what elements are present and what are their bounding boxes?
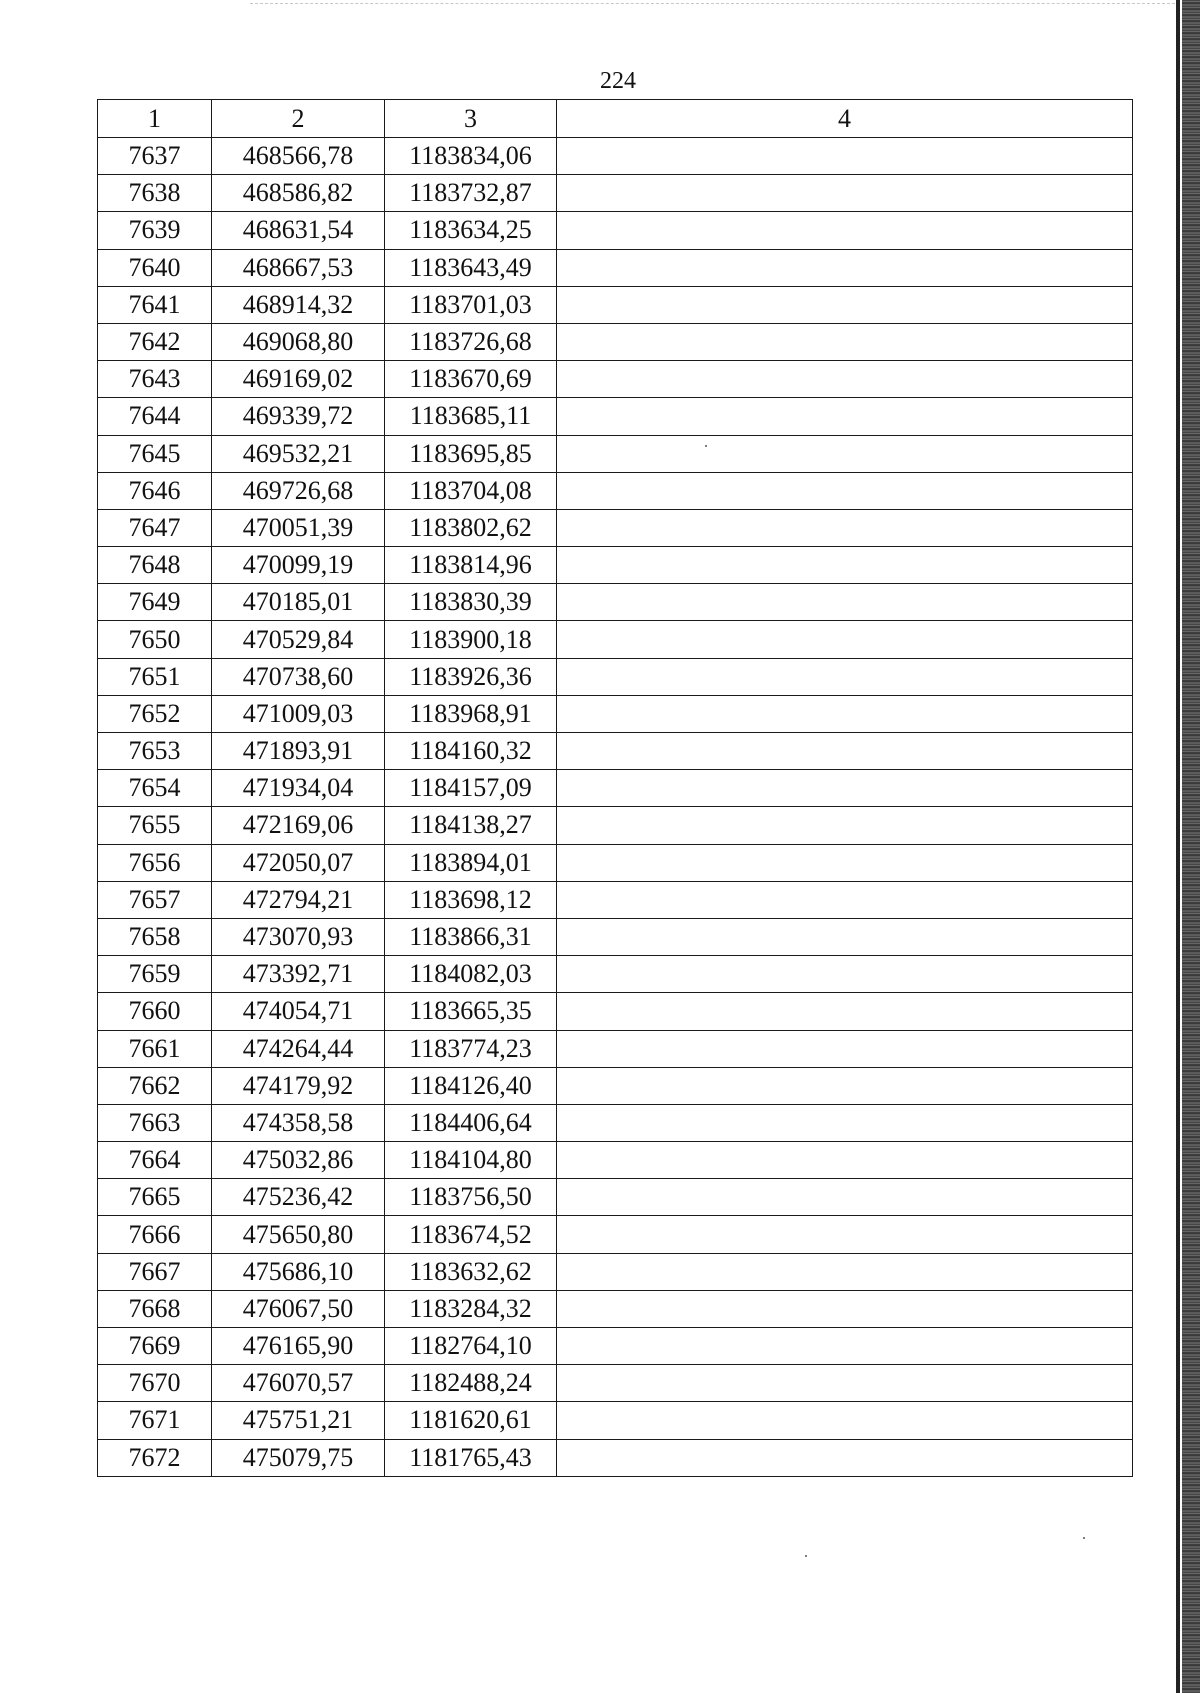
table-cell-col-2: 470529,84 [212,621,385,658]
table-row [98,472,1133,509]
table-cell-col-2: 472169,06 [212,807,385,844]
table-cell-col-2: 470738,60 [212,658,385,695]
table-cell-col-3: 1184104,80 [385,1142,557,1179]
table-cell-col-2: 468566,78 [212,138,385,175]
table-cell-col-1: 7655 [98,807,212,844]
table-row [98,1104,1133,1141]
table-cell-col-2: 468914,32 [212,286,385,323]
table-cell-col-4 [557,435,1133,472]
table-cell-col-2: 474054,71 [212,993,385,1030]
table-row [98,286,1133,323]
table-cell-col-3: 1183704,08 [385,472,557,509]
table-cell-col-4 [557,956,1133,993]
table-cell-col-1: 7666 [98,1216,212,1253]
table-row [98,138,1133,175]
table-cell-col-2: 470099,19 [212,547,385,584]
table-cell-col-4 [557,1067,1133,1104]
table-cell-col-3: 1183968,91 [385,695,557,732]
table-cell-col-4 [557,993,1133,1030]
table-body [98,138,1133,1477]
table-cell-col-1: 7642 [98,323,212,360]
table-row [98,1439,1133,1476]
table-cell-col-1: 7664 [98,1142,212,1179]
table-row [98,881,1133,918]
table-row [98,1253,1133,1290]
table-cell-col-4 [557,695,1133,732]
table-row [98,1179,1133,1216]
table-cell-col-2: 472794,21 [212,881,385,918]
column-header-3: 3 [385,100,557,138]
table-cell-col-4 [557,175,1133,212]
table-cell-col-3: 1183830,39 [385,584,557,621]
table-header-row [98,100,1133,138]
table-cell-col-4 [557,212,1133,249]
table-cell-col-3: 1184160,32 [385,733,557,770]
table-cell-col-4 [557,733,1133,770]
table-row [98,1402,1133,1439]
table-cell-col-1: 7647 [98,509,212,546]
table-cell-col-3: 1183894,01 [385,844,557,881]
table-cell-col-3: 1183674,52 [385,1216,557,1253]
table-cell-col-3: 1183900,18 [385,621,557,658]
table-row [98,584,1133,621]
table-cell-col-3: 1184126,40 [385,1067,557,1104]
table-cell-col-3: 1181765,43 [385,1439,557,1476]
table-cell-col-2: 469068,80 [212,323,385,360]
table-cell-col-3: 1184082,03 [385,956,557,993]
table-row [98,435,1133,472]
table-cell-col-1: 7639 [98,212,212,249]
table-cell-col-4 [557,323,1133,360]
table-cell-col-3: 1181620,61 [385,1402,557,1439]
table-cell-col-4 [557,1216,1133,1253]
table-cell-col-3: 1183634,25 [385,212,557,249]
table-cell-col-2: 469339,72 [212,398,385,435]
table-cell-col-4 [557,509,1133,546]
table-cell-col-3: 1183685,11 [385,398,557,435]
table-row [98,1365,1133,1402]
table-row [98,547,1133,584]
table-cell-col-4 [557,1290,1133,1327]
table-cell-col-4 [557,361,1133,398]
table-cell-col-1: 7667 [98,1253,212,1290]
table-cell-col-3: 1183643,49 [385,249,557,286]
scan-top-rule [250,3,1180,4]
table-cell-col-1: 7640 [98,249,212,286]
table-cell-col-2: 474358,58 [212,1104,385,1141]
table-cell-col-1: 7669 [98,1328,212,1365]
table-row [98,323,1133,360]
table-cell-col-1: 7663 [98,1104,212,1141]
table-cell-col-3: 1183834,06 [385,138,557,175]
table-cell-col-1: 7651 [98,658,212,695]
table-row [98,1030,1133,1067]
table-cell-col-1: 7657 [98,881,212,918]
table-cell-col-4 [557,398,1133,435]
table-cell-col-3: 1183698,12 [385,881,557,918]
table-cell-col-3: 1183926,36 [385,658,557,695]
table-row [98,918,1133,955]
table-cell-col-3: 1184138,27 [385,807,557,844]
table-cell-col-4 [557,881,1133,918]
table-cell-col-3: 1183695,85 [385,435,557,472]
table-cell-col-4 [557,918,1133,955]
table-cell-col-1: 7654 [98,770,212,807]
table-cell-col-2: 468667,53 [212,249,385,286]
table-cell-col-1: 7645 [98,435,212,472]
table-row [98,695,1133,732]
table-cell-col-1: 7653 [98,733,212,770]
table-cell-col-2: 468586,82 [212,175,385,212]
table-row [98,509,1133,546]
table-cell-col-3: 1183732,87 [385,175,557,212]
table-cell-col-1: 7662 [98,1067,212,1104]
table-cell-col-1: 7671 [98,1402,212,1439]
table-row [98,621,1133,658]
table-cell-col-2: 474264,44 [212,1030,385,1067]
table-cell-col-4 [557,547,1133,584]
table-cell-col-3: 1183670,69 [385,361,557,398]
table-cell-col-2: 471009,03 [212,695,385,732]
table-cell-col-2: 471893,91 [212,733,385,770]
table-cell-col-1: 7659 [98,956,212,993]
table-cell-col-4 [557,1439,1133,1476]
table-cell-col-4 [557,1030,1133,1067]
table-row [98,175,1133,212]
column-header-1: 1 [98,100,212,138]
table-cell-col-1: 7646 [98,472,212,509]
scan-speck [1083,1537,1085,1539]
table-cell-col-3: 1183284,32 [385,1290,557,1327]
table-cell-col-1: 7638 [98,175,212,212]
table-cell-col-2: 469169,02 [212,361,385,398]
table-row [98,770,1133,807]
table-cell-col-3: 1183866,31 [385,918,557,955]
table-cell-col-4 [557,584,1133,621]
table-cell-col-4 [557,1328,1133,1365]
table-cell-col-3: 1182488,24 [385,1365,557,1402]
page-number: 224 [600,68,636,94]
scan-speck [705,445,707,447]
table-cell-col-2: 475079,75 [212,1439,385,1476]
table-cell-col-4 [557,621,1133,658]
table-cell-col-4 [557,1365,1133,1402]
column-header-4: 4 [557,100,1133,138]
table-cell-col-2: 475032,86 [212,1142,385,1179]
table-cell-col-2: 472050,07 [212,844,385,881]
table-cell-col-3: 1184406,64 [385,1104,557,1141]
table-cell-col-3: 1183774,23 [385,1030,557,1067]
table-cell-col-1: 7660 [98,993,212,1030]
table-cell-col-1: 7672 [98,1439,212,1476]
table-cell-col-2: 476165,90 [212,1328,385,1365]
table-cell-col-2: 475686,10 [212,1253,385,1290]
table-row [98,398,1133,435]
table-row [98,956,1133,993]
table-cell-col-4 [557,1253,1133,1290]
table-row [98,1142,1133,1179]
table-row [98,733,1133,770]
column-header-2: 2 [212,100,385,138]
table-row [98,1328,1133,1365]
table-row [98,993,1133,1030]
table-cell-col-2: 476067,50 [212,1290,385,1327]
table-cell-col-3: 1183756,50 [385,1179,557,1216]
table-row [98,658,1133,695]
table-cell-col-1: 7656 [98,844,212,881]
table-cell-col-3: 1183802,62 [385,509,557,546]
table-cell-col-1: 7665 [98,1179,212,1216]
table-cell-col-3: 1183632,62 [385,1253,557,1290]
table-cell-col-3: 1183665,35 [385,993,557,1030]
table-cell-col-4 [557,1402,1133,1439]
table-cell-col-1: 7670 [98,1365,212,1402]
table-cell-col-1: 7643 [98,361,212,398]
table-cell-col-1: 7644 [98,398,212,435]
table-cell-col-3: 1183814,96 [385,547,557,584]
table-cell-col-1: 7650 [98,621,212,658]
table-cell-col-4 [557,770,1133,807]
table-cell-col-4 [557,138,1133,175]
table-cell-col-4 [557,286,1133,323]
table-cell-col-1: 7637 [98,138,212,175]
table-cell-col-1: 7641 [98,286,212,323]
table-cell-col-1: 7661 [98,1030,212,1067]
table-cell-col-4 [557,249,1133,286]
table-cell-col-4 [557,844,1133,881]
table-cell-col-1: 7652 [98,695,212,732]
table-row [98,212,1133,249]
table-cell-col-3: 1183701,03 [385,286,557,323]
table-row [98,361,1133,398]
table-cell-col-2: 476070,57 [212,1365,385,1402]
table-cell-col-2: 468631,54 [212,212,385,249]
table-cell-col-2: 471934,04 [212,770,385,807]
table-cell-col-3: 1182764,10 [385,1328,557,1365]
table-cell-col-1: 7648 [98,547,212,584]
table-cell-col-4 [557,1104,1133,1141]
table-cell-col-4 [557,1142,1133,1179]
table-cell-col-2: 470051,39 [212,509,385,546]
table-cell-col-2: 475236,42 [212,1179,385,1216]
table-cell-col-4 [557,807,1133,844]
coordinates-table [97,99,1133,1477]
table-row [98,844,1133,881]
table-cell-col-2: 469532,21 [212,435,385,472]
table-cell-col-2: 473070,93 [212,918,385,955]
table-row [98,1290,1133,1327]
table-cell-col-1: 7658 [98,918,212,955]
table-cell-col-3: 1183726,68 [385,323,557,360]
table-cell-col-4 [557,1179,1133,1216]
table-row [98,1216,1133,1253]
table-cell-col-2: 474179,92 [212,1067,385,1104]
table-row [98,249,1133,286]
table-row [98,1067,1133,1104]
table-cell-col-1: 7649 [98,584,212,621]
table-cell-col-2: 475751,21 [212,1402,385,1439]
scan-speck [805,1555,807,1557]
table-cell-col-3: 1184157,09 [385,770,557,807]
table-cell-col-2: 473392,71 [212,956,385,993]
table-cell-col-2: 470185,01 [212,584,385,621]
table-cell-col-4 [557,472,1133,509]
scan-binding-edge [1182,0,1200,1693]
table-cell-col-2: 475650,80 [212,1216,385,1253]
table-cell-col-4 [557,658,1133,695]
scan-edge-line [1176,0,1180,1693]
table-row [98,807,1133,844]
table-cell-col-1: 7668 [98,1290,212,1327]
table-cell-col-2: 469726,68 [212,472,385,509]
